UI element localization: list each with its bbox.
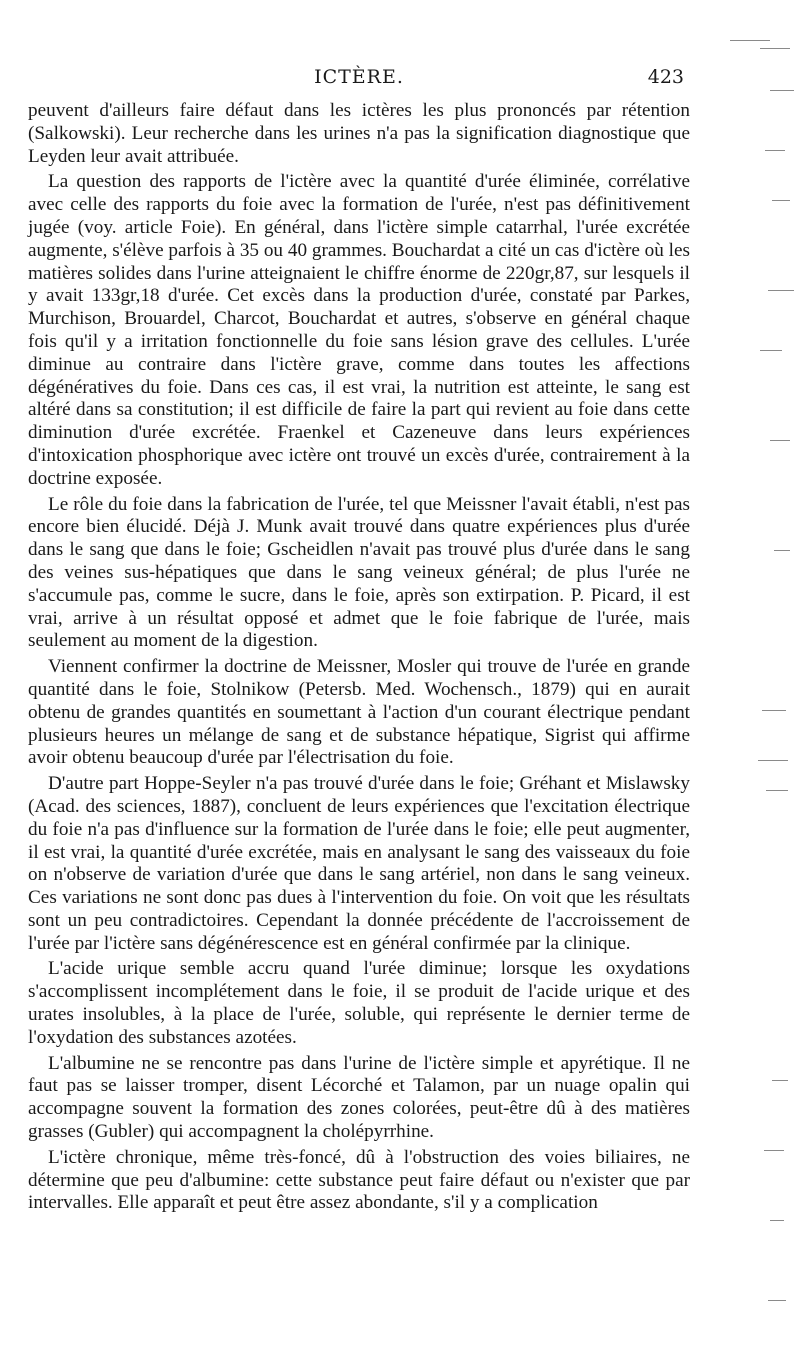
page-number: 423 bbox=[647, 66, 684, 88]
paragraph: Viennent confirmer la doctrine de Meissner, Mosler qui trouve de l'urée en grande quantité dans le foie, Stolnikow (Petersb. Med. Wochensch., 1879) qui en aurait obtenu de grandes quantités en soumettant à l'action d'un courant électrique pendant plusieurs heures un mélange de sang et de substance hépatique, Sigrist qui affirme avoir obtenu beaucoup d'urée par l'électrisation du foie. bbox=[28, 656, 690, 769]
paragraph: L'acide urique semble accru quand l'urée diminue; lorsque les oxydations s'accomplissent incomplétement dans le foie, il se produit de l'acide urique et des urates insolubles, à la place de l'urée, soluble, qui représente le dernier terme de l'oxydation des substances azotées. bbox=[28, 958, 690, 1048]
paragraph: L'albumine ne se rencontre pas dans l'urine de l'ictère simple et apyrétique. Il ne faut pas se laisser tromper, disent Lécorché et Talamon, par un nuage opalin qui accompagne souvent la formation des zones colorées, peut-être dû à des matières grasses (Gubler) qui accompagnent la cholépyrrhine. bbox=[28, 1052, 690, 1143]
paragraph: L'ictère chronique, même très-foncé, dû à l'obstruction des voies biliaires, ne détermine que peu d'albumine: cette substance peut faire défaut ou n'exister que par intervalles. Elle apparaît et peut être assez abondante, s'il y a complication bbox=[28, 1146, 690, 1214]
bleed-through-margin bbox=[710, 20, 800, 1340]
running-head: ICTÈRE. bbox=[314, 66, 404, 88]
body-text bbox=[28, 100, 690, 1215]
paragraph: La question des rapports de l'ictère avec la quantité d'urée éliminée, corrélative avec celle des rapports du foie avec la formation de l'urée, n'est pas définitivement jugée (voy. article Foie). En général, dans l'ictère simple catarrhal, l'urée excrétée augmente, s'élève parfois à 35 ou 40 grammes. Bouchardat a cité un cas d'ictère où les matières solides dans l'urine atteignaient le chiffre énorme de 220gr,87, sur lesquels il y avait 133gr,18 d'urée. Cet excès dans la production d'urée, constaté par Parkes, Murchison, Brouardel, Charcot, Bouchardat et autres, s'observe en général chaque fois qu'il y a irritation fonctionnelle du foie sans lésion grave des cellules. L'urée diminue au contraire dans l'ictère grave, comme dans toutes les affections dégénératives du foie. Dans ces cas, il est vrai, la nutrition est atteinte, le sang est altéré dans sa constitution; il est difficile de faire la part qui revient au foie dans cette diminution d'urée excrétée. Fraenkel et Cazeneuve dans leurs expériences d'intoxication phosphorique avec ictère ont trouvé un excès d'urée, contrairement à la doctrine exposée. bbox=[28, 171, 690, 489]
page-header bbox=[28, 66, 690, 96]
paragraph: Le rôle du foie dans la fabrication de l'urée, tel que Meissner l'avait établi, n'est pas encore bien élucidé. Déjà J. Munk avait trouvé dans quatre expériences plus d'urée dans le sang que dans le foie; Gscheidlen n'avait pas trouvé plus d'urée dans le sang des veines sus-hépatiques que dans le sang veineux général; de plus l'urée ne s'accumule pas, comme le sucre, dans le foie, après son extirpation. P. Picard, il est vrai, arrive à un résultat opposé et admet que le foie fabrique de l'urée, mais seulement au moment de la digestion. bbox=[28, 493, 690, 652]
paragraph: peuvent d'ailleurs faire défaut dans les ictères les plus prononcés par rétention (Salkowski). Leur recherche dans les urines n'a pas la signification diagnostique que Leyden leur avait attribuée. bbox=[28, 100, 690, 167]
paragraph: D'autre part Hoppe-Seyler n'a pas trouvé d'urée dans le foie; Gréhant et Mislawsky (Acad. des sciences, 1887), concluent de leurs expériences que l'excitation électrique du foie n'a pas d'influence sur la formation de l'urée dans le foie; elle peut augmenter, il est vrai, la quantité d'urée excrétée, mais en analysant le sang des vaisseaux du foie on n'observe de variation d'urée que dans le sang artériel, non dans le sang veineux. Ces variations ne sont donc pas dues à l'intervention du foie. On voit que les résultats sont un peu contradictoires. Cependant la donnée précédente de l'accroissement de l'urée par l'ictère sans dégénérescence est en général confirmée par la clinique. bbox=[28, 773, 690, 954]
